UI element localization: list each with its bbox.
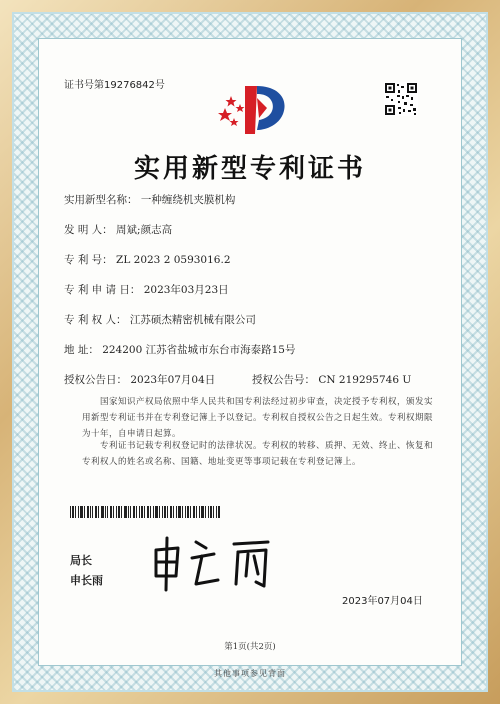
field-value: 2023年03月23日	[143, 284, 229, 296]
field-value: 江苏硕杰精密机械有限公司	[129, 314, 256, 326]
certificate-number: 证书号第19276842号	[64, 80, 165, 91]
field-label: 地 址：	[64, 344, 99, 356]
field-value: 一种缠绕机夹膜机构	[140, 194, 236, 206]
field-value: 2023年07月04日	[130, 374, 216, 386]
director-title: 局长	[70, 554, 92, 567]
field-label: 实用新型名称：	[64, 194, 138, 206]
issue-date: 2023年07月04日	[342, 596, 423, 607]
footer-note: 其他事项参见背面	[214, 669, 286, 678]
field-value: ZL 2023 2 0593016.2	[116, 254, 231, 266]
director-signature	[148, 532, 278, 592]
field-inventor	[64, 222, 172, 237]
field-label: 授权公告号：	[252, 374, 315, 386]
field-label: 专 利 号：	[64, 254, 113, 266]
barcode-icon	[70, 506, 220, 518]
field-announce-date	[64, 372, 215, 387]
field-address	[64, 342, 295, 357]
field-application-date	[64, 282, 229, 297]
director-name: 申长雨	[70, 574, 103, 587]
field-announce-number	[252, 372, 411, 387]
page-number: 第1页(共2页)	[224, 642, 276, 652]
legal-paragraph-status: 专利证书记载专利权登记时的法律状况。专利权的转移、质押、无效、终止、恢复和专利权人的姓名或名称、国籍、地址变更等事项记载在专利登记簿上。	[82, 441, 434, 467]
certificate-title: 实用新型专利证书	[133, 154, 366, 184]
field-label: 授权公告日：	[64, 374, 127, 386]
field-patentee	[64, 312, 256, 327]
field-label: 发 明 人：	[64, 224, 113, 236]
legal-paragraph-grant: 国家知识产权局依照中华人民共和国专利法经过初步审查，决定授予专利权，颁发实用新型专利证书并在专利登记簿上予以登记。专利权自授权公告之日起生效。专利权期限为十年，自申请日起算。	[82, 397, 434, 439]
qr-code-icon	[384, 82, 418, 116]
field-utility-model-name	[64, 192, 235, 207]
field-value: CN 219295746 U	[318, 374, 412, 386]
cnipa-logo-icon	[215, 78, 293, 138]
field-value: 224200 江苏省盐城市东台市海泰路15号	[102, 344, 296, 356]
field-label: 专 利 权 人：	[64, 314, 127, 326]
field-value: 周斌;颜志高	[116, 224, 173, 236]
field-patent-number	[64, 252, 231, 267]
field-label: 专 利 申 请 日：	[64, 284, 141, 296]
